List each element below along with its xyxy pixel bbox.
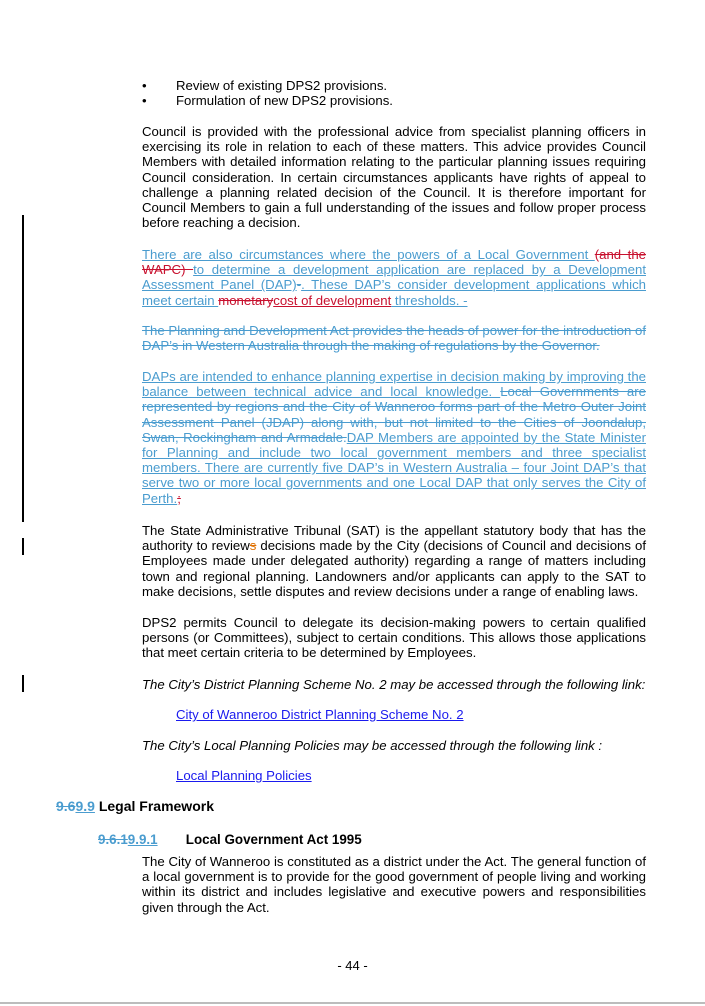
bullet-marker: • [142, 78, 147, 93]
paragraph-council-advice: Council is provided with the professional advice from specialist planning officers in exercising its role in relation to each of these matters. This advice provides Council Members with detailed information relating to the particular planning issues requiring Council consideration. In certain circumstances applicants have rights of appeal to challenge a planning related decision of the Council. It is therefore important for Council Members to gain a full understanding of the issues and follow proper process before reaching a decision. [142, 124, 646, 231]
inserted-text: . These DAP’s consider development applications which meet certain [142, 277, 646, 308]
inserted-number: 9.9.1 [127, 832, 158, 847]
inserted-number: 9.9 [75, 798, 95, 814]
inserted-text: DAPs are intended to enhance planning expertise in decision making by improving the balance between technical advice and local knowledge. [142, 369, 646, 400]
inserted-text: thresholds. - [391, 292, 468, 308]
deleted-text: - [296, 277, 302, 293]
heading-text: Local Government Act 1995 [185, 832, 362, 847]
section-heading-legal-framework [56, 799, 214, 814]
subsection-heading-lga [98, 832, 362, 847]
body-text: decisions made by the City (decisions of Council and decisions of Employees made under delegated authority) regarding a range of matters including town and regional planning. Landowners and/or applicants can apply to the SAT to make decisions, settle disputes and review decisions under a range of enabling laws. [142, 538, 646, 599]
change-bar [22, 538, 24, 555]
deleted-text: (and the WAPC) [142, 247, 646, 278]
local-planning-policies-link[interactable]: Local Planning Policies [176, 768, 312, 783]
bullet-marker: • [142, 93, 147, 108]
paragraph-deleted-heads-of-power [142, 323, 646, 353]
deleted-number: 9.6 [56, 798, 76, 814]
paragraph-sat [142, 523, 646, 599]
deleted-text: ; [177, 490, 181, 506]
body-text: The State Administrative Tribunal (SAT) is the appellant statutory body that has the authority to review [142, 523, 646, 554]
paragraph-dap-circumstances [142, 247, 646, 308]
change-bar [22, 675, 24, 692]
district-planning-scheme-link[interactable]: City of Wanneroo District Planning Scheme No. 2 [176, 707, 464, 722]
policies-link-intro: The City’s Local Planning Policies may be accessed through the following link : [142, 738, 603, 753]
paragraph-lga-constitution: The City of Wanneroo is constituted as a district under the Act. The general function of a local government is to provide for the good government of people living and working within its district and includes legislative and executive powers and responsibilities given through the Act. [142, 854, 646, 915]
bullet-item: Formulation of new DPS2 provisions. [176, 93, 393, 108]
change-bar [22, 215, 24, 522]
inserted-text: to determine a development application are replaced by a Development Assessment Panel (DAP) [142, 262, 646, 293]
deleted-text: monetary [218, 292, 274, 308]
bullet-item: Review of existing DPS2 provisions. [176, 78, 388, 93]
deleted-text: The Planning and Development Act provides the heads of power for the introduction of DAP’s in Western Australia through the making of regulations by the Governor. [142, 323, 646, 354]
inserted-text: DAP Members are appointed by the State Minister for Planning and include two local government members and three specialist members. There are currently five DAP’s in Western Australia – four Joint DAP’s that serve two or more local governments and one Local DAP that only serves the City of Perth. [142, 429, 646, 506]
paragraph-dap-purpose [142, 369, 646, 506]
deleted-text: s [249, 538, 257, 554]
paragraph-dps2-delegation: DPS2 permits Council to delegate its decision-making powers to certain qualified persons (or Committees), subject to certain conditions. This allows those applications that meet certain criteria to be determined by Employees. [142, 615, 646, 661]
page-number: - 44 - [337, 958, 368, 973]
page-edge [0, 1002, 705, 1004]
inserted-text: cost of development [273, 292, 392, 308]
heading-text: Legal Framework [98, 798, 214, 814]
deleted-text: Local Governments are represented by regions and the City of Wanneroo forms part of the Metro Outer Joint Assessment Panel (JDAP) along with, but not limited to the Cities of Joondalup, Swan, Rockingham and Armadale. [142, 384, 646, 445]
deleted-number: 9.6.1 [98, 832, 128, 847]
inserted-text: There are also circumstances where the powers of a Local Government [142, 247, 595, 262]
dps-link-intro: The City’s District Planning Scheme No. 2 may be accessed through the following link: [142, 677, 646, 692]
